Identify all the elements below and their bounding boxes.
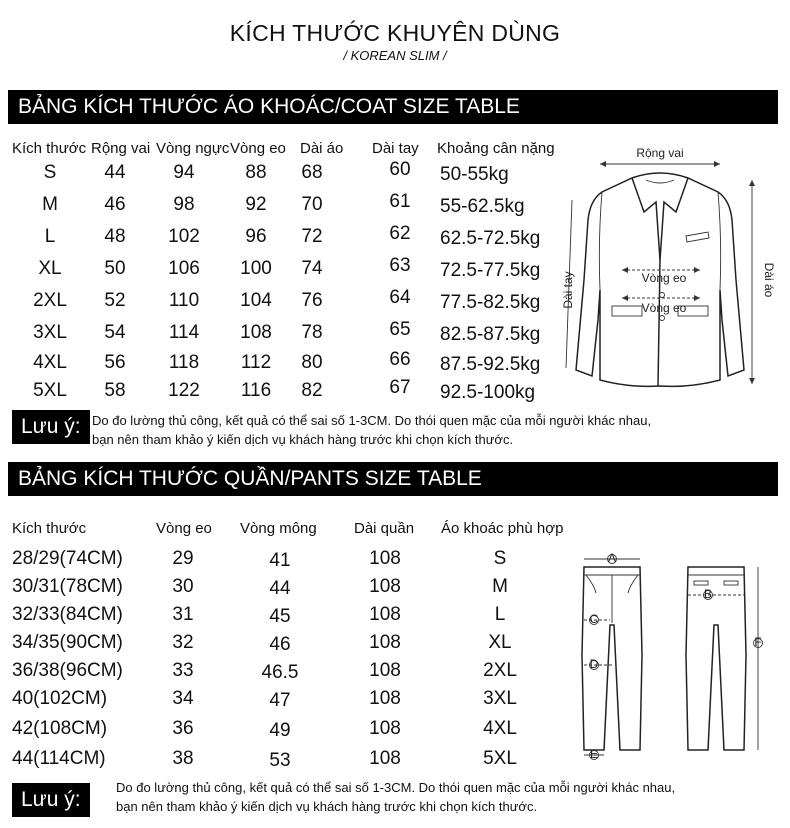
coat-cell: 80 <box>301 352 323 373</box>
coat-cell: 88 <box>245 162 267 183</box>
coat-cell: 82.5-87.5kg <box>440 324 541 345</box>
pants-header-0: Kích thước <box>12 520 87 537</box>
coat-cell: 52 <box>104 290 126 311</box>
pants-marker-d-label: D <box>589 657 599 671</box>
pants-table-heading: BẢNG KÍCH THƯỚC QUẦN/PANTS SIZE TABLE <box>8 462 778 496</box>
coat-header-3: Vòng eo <box>230 140 286 157</box>
pants-cell: 108 <box>369 576 401 597</box>
coat-cell: 66 <box>389 349 411 370</box>
coat-cell: 112 <box>240 352 272 373</box>
coat-cell: 114 <box>168 322 200 343</box>
pants-note-line-1: Do đo lường thủ công, kết quả có thể sai số 1-3CM. Do thói quen mặc của mỗi người khác nhau, <box>116 780 676 795</box>
coat-cell: 55-62.5kg <box>440 196 525 217</box>
coat-note-label: Lưu ý: <box>12 410 90 444</box>
coat-cell: 108 <box>240 322 272 343</box>
coat-header-6: Khoảng cân nặng <box>437 140 555 157</box>
pants-cell: 46 <box>269 634 291 655</box>
pants-cell: 44 <box>269 578 291 599</box>
coat-cell: 3XL <box>33 322 67 343</box>
coat-right-lapel <box>660 178 688 260</box>
pants-cell: 49 <box>269 720 291 741</box>
coat-cell: 64 <box>389 287 411 308</box>
waist-arrow-1a <box>622 267 628 273</box>
pants-back-pocket-left <box>694 581 708 585</box>
coat-cell: 60 <box>389 159 411 180</box>
coat-diagram <box>560 140 785 405</box>
coat-right-sleeve-seam <box>718 192 721 290</box>
shoulder-label: Rộng vai <box>636 146 684 160</box>
waist-arrow-2a <box>622 295 628 301</box>
coat-cell: M <box>42 194 58 215</box>
coat-button-1 <box>660 293 665 298</box>
pants-cell: 46.5 <box>261 662 299 683</box>
coat-cell: 74 <box>301 258 323 279</box>
coat-cell: 58 <box>104 380 126 401</box>
pants-back-outline <box>686 567 746 750</box>
coat-cell: 4XL <box>33 352 67 373</box>
coat-cell: 67 <box>389 377 411 398</box>
page-title: KÍCH THƯỚC KHUYÊN DÙNG <box>229 20 561 46</box>
length-arrow-bottom <box>749 378 755 384</box>
coat-cell: 62.5-72.5kg <box>440 228 541 249</box>
pants-cell: 32/33(84CM) <box>12 604 123 625</box>
waist-label-2: Vòng eo <box>641 301 687 315</box>
pants-cell: S <box>493 548 507 569</box>
pants-front-pocket-right <box>628 575 638 593</box>
coat-cell: 77.5-82.5kg <box>440 292 541 313</box>
pants-cell: M <box>492 576 508 597</box>
coat-cell: 100 <box>240 258 272 279</box>
coat-cell: 46 <box>104 194 126 215</box>
pants-cell: 45 <box>269 606 291 627</box>
pants-back-pocket-right <box>724 581 738 585</box>
coat-button-2 <box>660 316 665 321</box>
pants-cell: 108 <box>369 632 401 653</box>
coat-header-1: Rộng vai <box>91 140 151 157</box>
coat-cell: 50 <box>104 258 126 279</box>
coat-cell: 82 <box>301 380 323 401</box>
pants-diagram <box>568 545 780 760</box>
coat-left-lapel <box>632 178 660 260</box>
pants-cell: 53 <box>269 750 291 771</box>
pants-cell: 3XL <box>483 688 517 709</box>
coat-cell: 61 <box>389 191 411 212</box>
coat-chest-pocket <box>686 232 709 242</box>
coat-header-0: Kích thước <box>12 140 87 157</box>
pants-header-4: Áo khoác phù hợp <box>441 520 564 537</box>
coat-header-4: Dài áo <box>300 140 344 157</box>
pants-cell: L <box>494 604 506 625</box>
pants-cell: 108 <box>369 604 401 625</box>
pants-cell: 44(114CM) <box>12 748 106 769</box>
pants-cell: 29 <box>172 548 194 569</box>
coat-note-line-1: Do đo lường thủ công, kết quả có thể sai số 1-3CM. Do thói quen mặc của mỗi người khác nhau, <box>92 413 652 428</box>
pants-cell: 4XL <box>483 718 517 739</box>
pants-marker-c-label: C <box>589 612 599 626</box>
coat-cell: XL <box>38 258 62 279</box>
pants-cell: 108 <box>369 548 401 569</box>
pants-note-label: Lưu ý: <box>12 783 90 817</box>
coat-cell: 48 <box>104 226 126 247</box>
coat-cell: 110 <box>168 290 200 311</box>
coat-cell: 2XL <box>33 290 67 311</box>
coat-cell: 76 <box>301 290 323 311</box>
pants-cell: 108 <box>369 748 401 769</box>
pants-cell: 34/35(90CM) <box>12 632 123 653</box>
pants-cell: 41 <box>269 550 291 571</box>
waist-arrow-2b <box>694 295 700 301</box>
pants-cell: 36/38(96CM) <box>12 660 123 681</box>
pants-marker-e-label: E <box>589 747 599 760</box>
coat-cell: 94 <box>173 162 195 183</box>
coat-cell: 44 <box>104 162 126 183</box>
pants-cell: 34 <box>172 688 194 709</box>
coat-cell: 62 <box>389 223 411 244</box>
pants-cell: 36 <box>172 718 194 739</box>
pants-marker-f-label: F <box>754 635 762 649</box>
coat-left-sleeve-seam <box>599 192 602 290</box>
coat-note-line-2: bạn nên tham khảo ý kiến dịch vụ khách hàng trước khi chọn kích thước. <box>92 432 514 447</box>
pants-cell: 30 <box>172 576 194 597</box>
pants-header-1: Vòng eo <box>156 520 212 537</box>
pants-front-pocket-left <box>586 575 596 593</box>
coat-cell: 68 <box>301 162 323 183</box>
coat-header-5: Dài tay <box>372 140 419 157</box>
pants-cell: 2XL <box>483 660 517 681</box>
coat-table-heading: BẢNG KÍCH THƯỚC ÁO KHOÁC/COAT SIZE TABLE <box>8 90 778 124</box>
coat-cell: L <box>44 226 56 247</box>
waist-arrow-1b <box>694 267 700 273</box>
shoulder-arrow-right <box>714 161 720 167</box>
pants-cell: 5XL <box>483 748 517 769</box>
pants-cell: 47 <box>269 690 291 711</box>
coat-cell: 118 <box>168 352 200 373</box>
sleeve-label: Dài tay <box>561 271 575 309</box>
pants-cell: 40(102CM) <box>12 688 108 709</box>
coat-cell: 122 <box>168 380 200 401</box>
coat-cell: 78 <box>301 322 323 343</box>
length-label: Dài áo <box>762 262 776 298</box>
pants-cell: 108 <box>369 660 401 681</box>
waist-label-1: Vòng eo <box>641 271 687 285</box>
pants-cell: XL <box>488 632 512 653</box>
coat-cell: 92 <box>245 194 267 215</box>
coat-collar <box>646 180 674 183</box>
pants-cell: 32 <box>172 632 194 653</box>
pants-cell: 33 <box>172 660 194 681</box>
coat-cell: 56 <box>104 352 126 373</box>
pants-cell: 42(108CM) <box>12 718 108 739</box>
coat-cell: 50-55kg <box>440 164 509 185</box>
coat-cell: 116 <box>240 380 272 401</box>
pants-cell: 108 <box>369 688 401 709</box>
pants-header-2: Vòng mông <box>240 520 317 537</box>
pants-cell: 38 <box>172 748 194 769</box>
pants-header-3: Dài quần <box>354 520 415 537</box>
pants-marker-a-label: A <box>607 551 617 565</box>
pants-note-line-2: bạn nên tham khảo ý kiến dịch vụ khách hàng trước khi chọn kích thước. <box>116 799 538 814</box>
coat-cell: 63 <box>389 255 411 276</box>
coat-cell: 102 <box>168 226 200 247</box>
pants-cell: 31 <box>172 604 194 625</box>
coat-cell: S <box>43 162 57 183</box>
coat-cell: 87.5-92.5kg <box>440 354 541 375</box>
coat-cell: 106 <box>168 258 200 279</box>
coat-cell: 98 <box>173 194 195 215</box>
coat-header-2: Vòng ngực <box>156 140 230 157</box>
coat-cell: 104 <box>240 290 272 311</box>
pants-cell: 30/31(78CM) <box>12 576 123 597</box>
pants-cell: 28/29(74CM) <box>12 548 123 569</box>
coat-cell: 5XL <box>33 380 67 401</box>
shoulder-arrow-left <box>600 161 606 167</box>
pants-cell: 108 <box>369 718 401 739</box>
coat-cell: 96 <box>245 226 267 247</box>
coat-left-pocket <box>612 306 642 316</box>
coat-cell: 65 <box>389 319 411 340</box>
coat-cell: 54 <box>104 322 126 343</box>
length-arrow-top <box>749 180 755 186</box>
coat-cell: 92.5-100kg <box>440 382 536 403</box>
coat-cell: 72.5-77.5kg <box>440 260 541 281</box>
coat-cell: 70 <box>301 194 323 215</box>
pants-marker-b-label: B <box>703 587 713 601</box>
page-subtitle: / KOREAN SLIM / <box>343 48 447 63</box>
coat-cell: 72 <box>301 226 323 247</box>
